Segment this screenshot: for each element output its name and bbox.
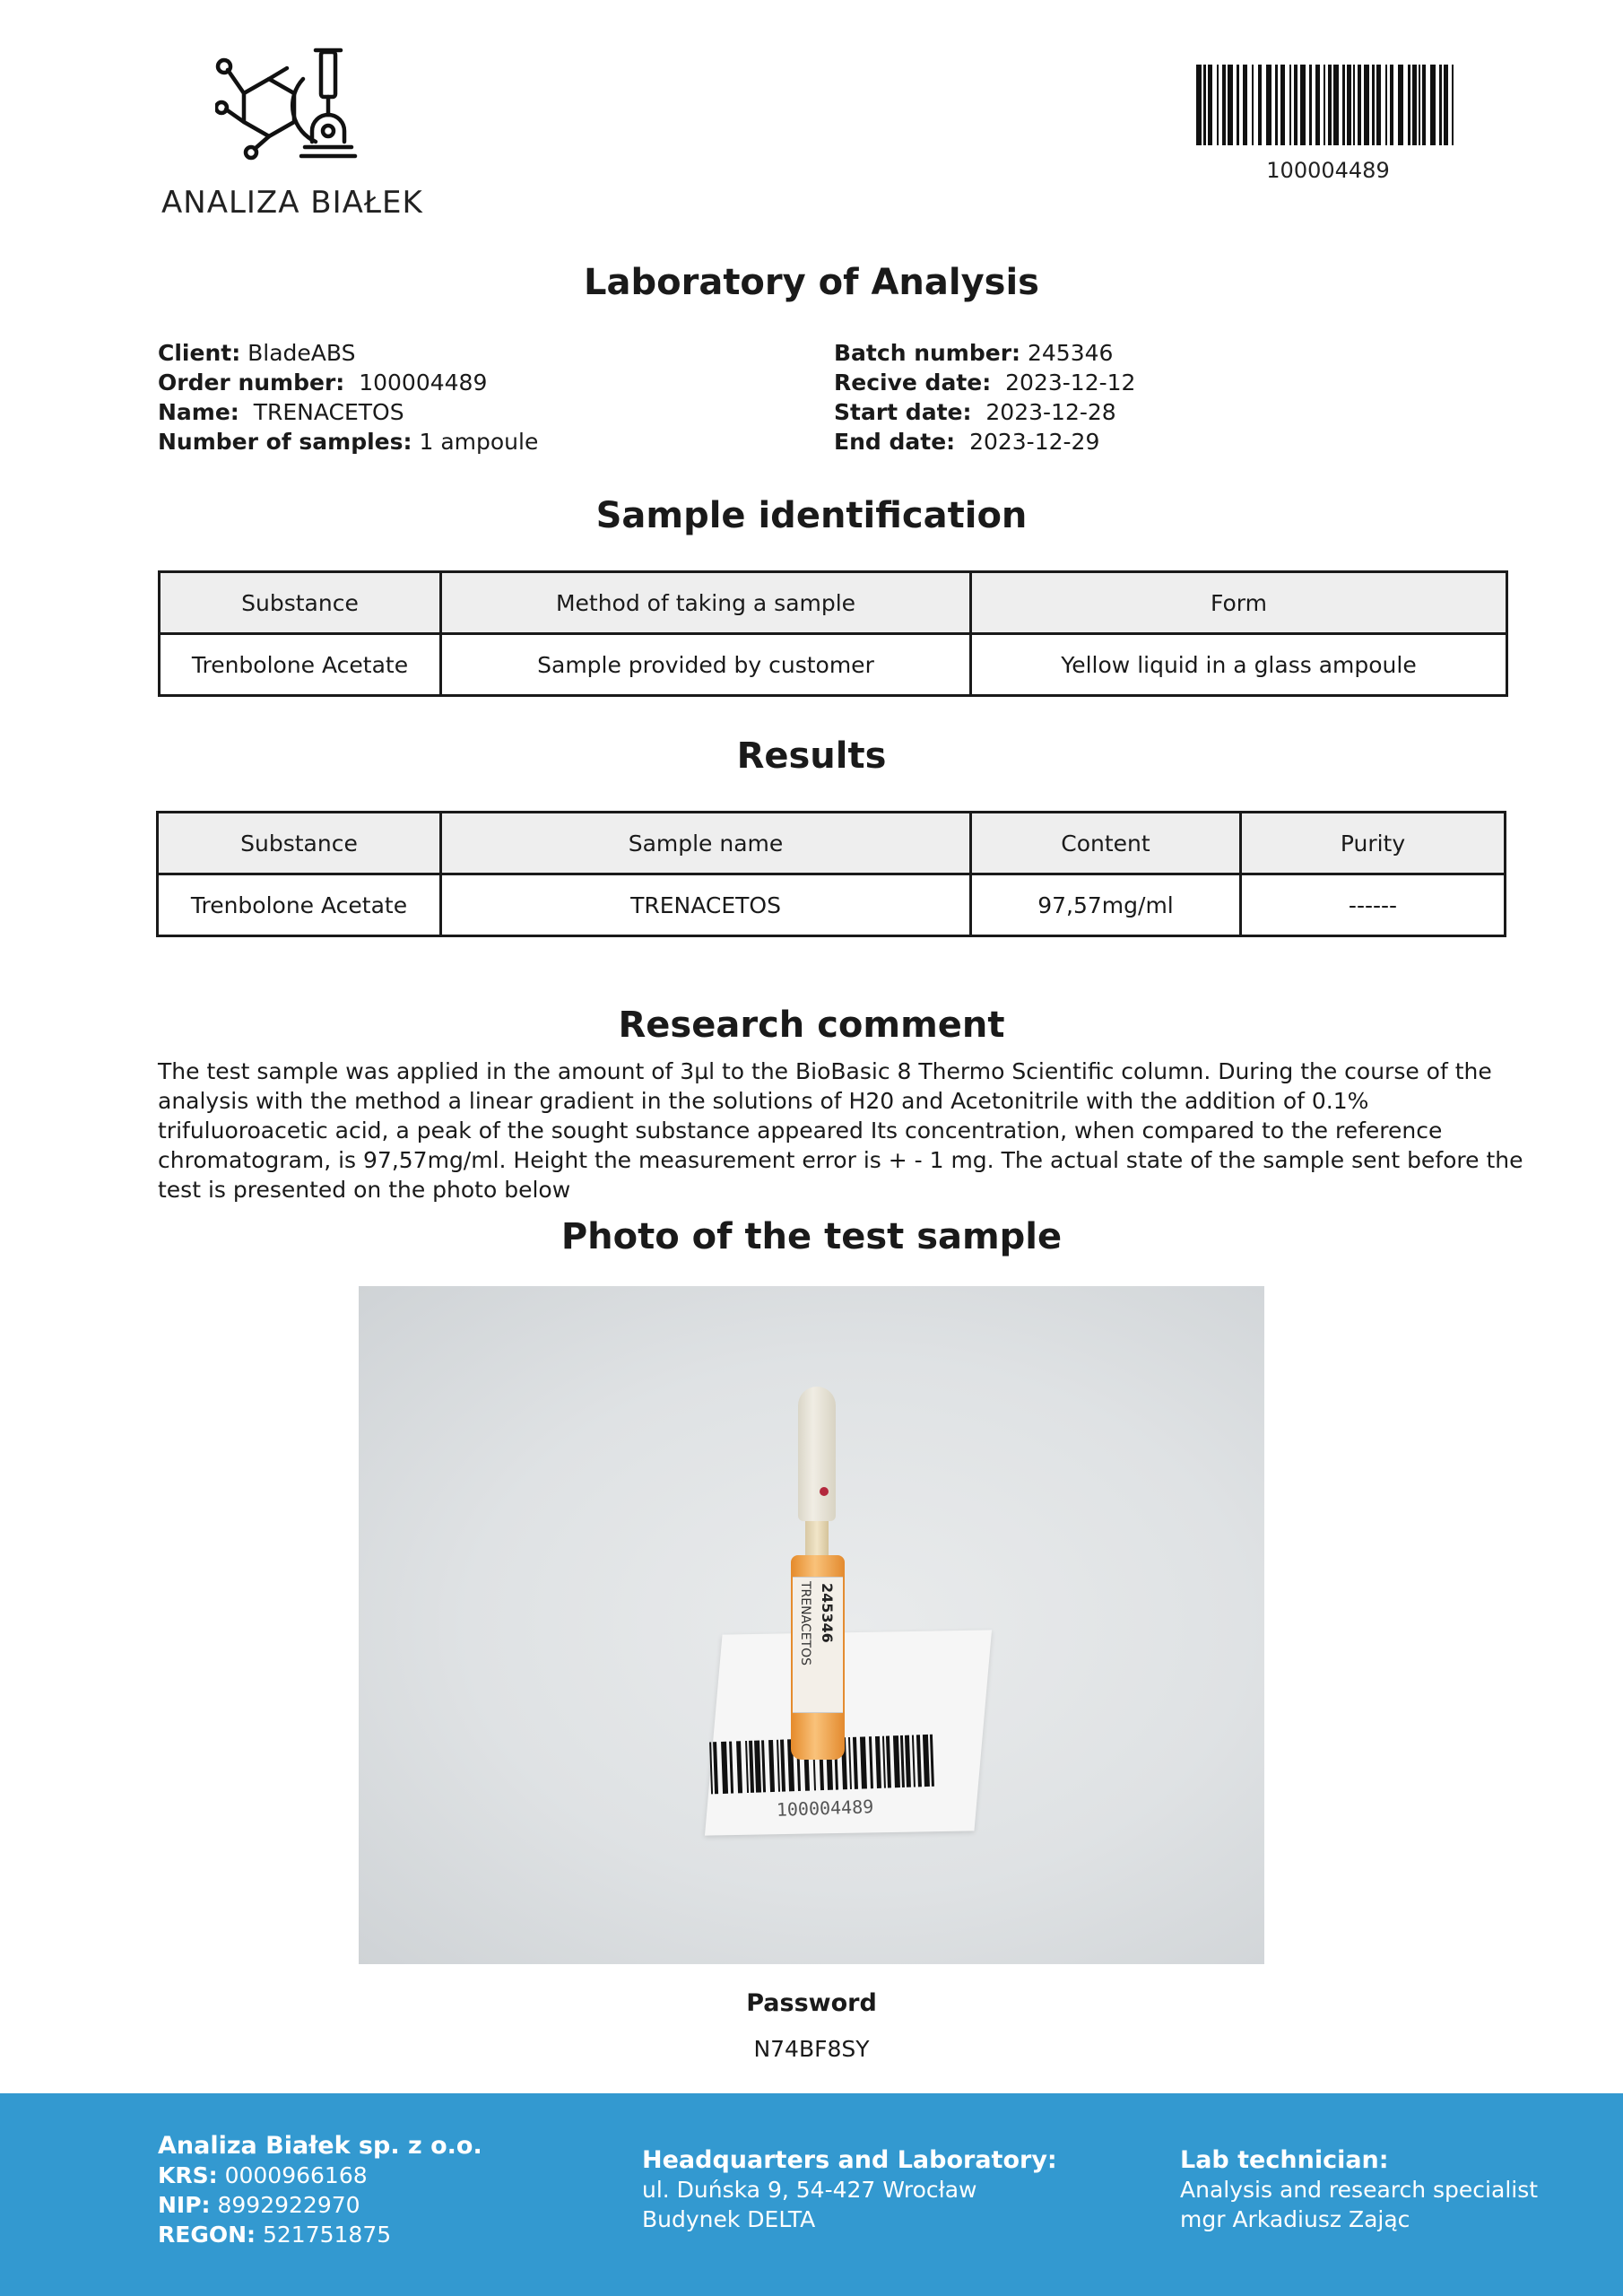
info-right (834, 338, 1135, 457)
barcode-bar (1300, 65, 1306, 145)
footer-nip: NIP: 8992922970 (158, 2192, 360, 2218)
barcode-bar (1372, 65, 1375, 145)
header-cell: Form (971, 572, 1507, 634)
barcode-bar (1452, 65, 1454, 145)
table-cell: Sample provided by customer (441, 634, 971, 696)
barcode-bar (912, 1735, 916, 1787)
photo-barcode-number: 100004489 (776, 1796, 874, 1821)
barcode-bar (1275, 65, 1278, 145)
header-cell: Substance (160, 572, 441, 634)
footer-company-info (158, 2131, 482, 2249)
header-cell: Content (971, 813, 1241, 874)
results-table (156, 811, 1506, 937)
barcode-bar (923, 1735, 930, 1787)
info-client: Client: BladeABS (158, 340, 356, 366)
barcode-bar (1289, 65, 1291, 145)
info-batch-number: Batch number: 245346 (834, 340, 1114, 366)
footer-lab-technician (1180, 2145, 1538, 2234)
barcode-bar (1430, 65, 1436, 145)
footer-tech-title: Analysis and research specialist (1180, 2177, 1539, 2203)
barcode-bar (1324, 65, 1325, 145)
info-name: Name: TRENACETOS (158, 399, 404, 425)
barcode-bar (1237, 65, 1239, 145)
footer-hq-label: Headquarters and Laboratory: (642, 2146, 1057, 2174)
barcode-bar (1252, 65, 1254, 145)
table-header-row (158, 813, 1506, 874)
footer-company-name: Analiza Białek sp. z o.o. (158, 2132, 482, 2160)
barcode-bar (1196, 65, 1202, 145)
barcode-bar (916, 1735, 922, 1787)
barcode-bar (1228, 65, 1233, 145)
table-cell: TRENACETOS (441, 874, 971, 936)
table-row (158, 874, 1506, 936)
results-heading: Results (736, 735, 887, 777)
barcode-bar (860, 1736, 867, 1788)
barcode-bar (1358, 65, 1361, 145)
barcode-bar (729, 1742, 733, 1794)
info-receive-date: Recive date: 2023-12-12 (834, 370, 1136, 396)
barcode-bar (1243, 65, 1247, 145)
barcode-bar (905, 1735, 911, 1787)
research-comment-text: The test sample was applied in the amount of 3µl to the BioBasic 8 Thermo Scientific column. During the course of the analysis with the method a linear gradient in the solutions of H20 and Acetonitrile with the addition of 0.1% trifuluoroacetic acid, a peak of the sought substance appeared Its concentration, when compared to the reference chromatogram, is 97,57mg/ml. Height the measurement error is + - 1 mg. The actual state of the sample sent before the test is presented on the photo below (158, 1058, 1523, 1203)
footer-tech-label: Lab technician: (1180, 2146, 1389, 2174)
password-value: N74BF8SY (753, 2036, 870, 2062)
info-left (158, 338, 538, 457)
table-row (160, 634, 1507, 696)
header-cell: Substance (158, 813, 441, 874)
barcode-bar (1294, 65, 1298, 145)
barcode-bar (1347, 65, 1351, 145)
barcode-bar (1390, 65, 1393, 145)
ampoule (787, 1387, 859, 1763)
sample-identification-table (158, 570, 1508, 697)
photo-heading: Photo of the test sample (560, 1216, 1063, 1257)
barcode-bar (713, 1742, 718, 1794)
table-cell: 97,57mg/ml (971, 874, 1241, 936)
table-header-row (160, 572, 1507, 634)
barcode-bar (930, 1735, 934, 1787)
barcode-bar (869, 1736, 873, 1788)
barcode-bar (1408, 65, 1410, 145)
barcode-bar (1208, 65, 1212, 145)
info-end-date: End date: 2023-12-29 (834, 429, 1100, 455)
page-title: Laboratory of Analysis (584, 262, 1039, 303)
header-cell: Method of taking a sample (441, 572, 971, 634)
barcode-bar (1333, 65, 1339, 145)
molecule-microscope-icon (215, 43, 430, 178)
barcode-bar (768, 1740, 775, 1792)
info-start-date: Start date: 2023-12-28 (834, 399, 1116, 425)
header-cell: Sample name (441, 813, 971, 874)
barcode-bar (900, 1735, 905, 1787)
barcode-bar (761, 1740, 766, 1792)
table-cell: ------ (1241, 874, 1506, 936)
barcode-bar (1309, 65, 1312, 145)
footer-hq-building: Budynek DELTA (642, 2206, 816, 2232)
table-cell: Trenbolone Acetate (158, 874, 441, 936)
barcode-bar (1258, 65, 1262, 145)
barcode-bar (1342, 65, 1345, 145)
barcode-bar (1203, 65, 1206, 145)
password-label: Password (746, 1989, 877, 2017)
barcode-bar (736, 1741, 742, 1793)
barcode-bar (721, 1742, 728, 1794)
table-cell: Trenbolone Acetate (160, 634, 441, 696)
barcode-bar (1385, 65, 1387, 145)
barcode-bar (1353, 65, 1355, 145)
barcode-bar (754, 1740, 761, 1792)
footer-regon: REGON: 521751875 (158, 2222, 392, 2248)
footer-krs: KRS: 0000966168 (158, 2162, 368, 2188)
barcode-bar (780, 1740, 785, 1792)
ampoule-label-batch: 245346 (819, 1583, 836, 1643)
barcode-bar (1439, 65, 1442, 145)
logo-text: ANALIZA BIAŁEK (161, 185, 423, 221)
barcode-bar (1266, 65, 1271, 145)
header-cell: Purity (1241, 813, 1506, 874)
barcode-bar (1376, 65, 1381, 145)
barcode-bar (886, 1735, 891, 1787)
footer-hq-address: ul. Duńska 9, 54-427 Wrocław (642, 2177, 977, 2203)
barcode-bar (875, 1736, 881, 1788)
barcode-bar (749, 1741, 754, 1793)
barcode-bar (1398, 65, 1403, 145)
sample-photo (359, 1286, 1264, 1964)
barcode-bar (1222, 65, 1226, 145)
ampoule-label-name: TRENACETOS (798, 1581, 812, 1666)
barcode-bar (1328, 65, 1332, 145)
company-logo (152, 43, 430, 222)
footer-headquarters (642, 2145, 1057, 2234)
barcode-bar (893, 1735, 900, 1787)
barcode-bar (1217, 65, 1219, 145)
barcode-bar (1364, 65, 1369, 145)
barcode-bar (1419, 65, 1420, 145)
barcode-bar (1315, 65, 1320, 145)
barcode-bar (1422, 65, 1426, 145)
sample-identification-heading: Sample identification (595, 495, 1028, 536)
barcode-bar (1444, 65, 1448, 145)
info-number-of-samples: Number of samples: 1 ampoule (158, 429, 539, 455)
barcode-bar (1412, 65, 1417, 145)
table-cell: Yellow liquid in a glass ampoule (971, 634, 1507, 696)
barcode-bar (1280, 65, 1285, 145)
research-comment-heading: Research comment (618, 1004, 1005, 1046)
footer (0, 2093, 1623, 2296)
footer-tech-name: mgr Arkadiusz Zając (1180, 2206, 1410, 2232)
barcode-bars (1196, 65, 1460, 145)
info-order-number: Order number: 100004489 (158, 370, 488, 396)
barcode-number: 100004489 (1266, 158, 1390, 183)
